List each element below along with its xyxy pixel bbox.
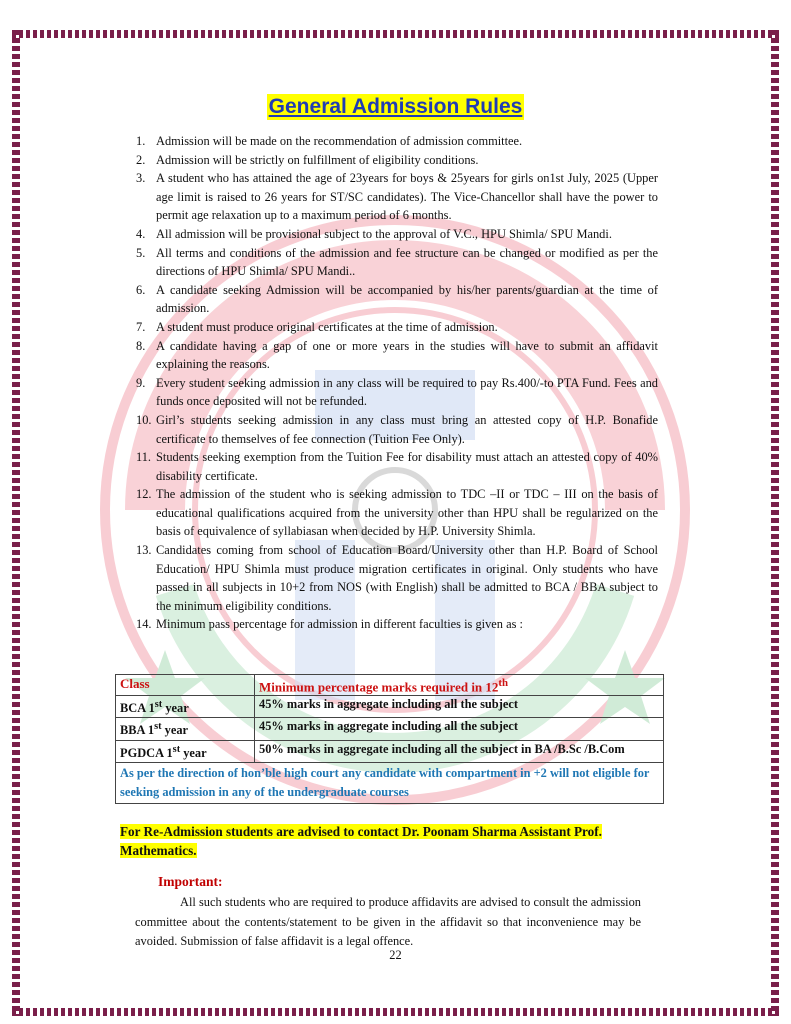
rule-number: 8. [136,338,146,353]
table-row [116,740,664,762]
header-marks-text: Minimum percentage marks required in 12 [259,679,499,695]
rule-text: The admission of the student who is seeking admission to TDC –II or TDC – III on the basis of educational qualifications acquired from the university other than HPU shall be regularized on the basis of equivalence of syllabiasan when decided by H.P. University Shimla. [156,487,658,539]
readmission-text: For Re-Admission students are advised to contact Dr. Poonam Sharma Assistant Prof. Mathematics. [120,824,602,858]
rule-text: All terms and conditions of the admission and fee structure can be changed or modified as per the directions of HPU Shimla/ SPU Mandi.. [156,245,658,279]
rule-item [138,485,658,541]
minimum-marks-table [115,674,664,804]
rule-number: 4. [136,226,146,241]
rule-text: Admission will be made on the recommendation of admission committee. [156,134,523,148]
rule-item [138,132,658,151]
readmission-notice [120,822,680,860]
class-sup: st [172,743,181,755]
rule-text: Girl’s students seeking admission in any class must bring an attested copy of H.P. Bonafide certificate to themselves of fee connection (Tuition Fee Only). [156,412,658,446]
class-sup: st [154,721,162,733]
class-class: BCA 1 [120,701,155,716]
table-row [116,718,664,740]
rule-item [138,244,658,281]
class-class: BBA 1 [120,723,155,738]
class-class-suffix: year [161,723,189,738]
page-border-bottom [12,1008,779,1016]
rule-text: A candidate seeking Admission will be accompanied by his/her parents/guardian at the time of admission. [156,282,658,316]
important-label: Important: [158,874,223,889]
rule-text: A student must produce original certificates at the time of admission. [156,319,498,334]
page-border-top [12,30,779,38]
rule-item [138,169,658,225]
class-class: PGDCA 1 [120,745,173,760]
rule-text: A candidate having a gap of one or more years in the studies will have to submit an affidavit explaining the reasons. [156,338,658,372]
table-note: As per the direction of hon’ble high court any candidate with compartment in +2 will not eligible for seeking admission in any of the undergraduate courses [116,762,664,803]
rule-number: 5. [136,245,146,260]
rule-number: 9. [136,375,146,390]
rule-number: 10. [136,412,152,427]
class-class-suffix: year [162,701,189,716]
table-row [116,696,664,718]
header-marks-sup: th [498,677,509,689]
rule-item [138,281,658,318]
rule-item [138,615,658,634]
important-text: All such students who are required to produce affidavits are advised to consult the admission committee about the contents/statement to be given in the affidavit so that inconvenience may be avoided. Submission of false affidavit is a legal offence. [135,895,641,948]
rule-text: Students seeking exemption from the Tuition Fee for disability must attach an attested copy of 40% disability certificate. [156,450,658,483]
class-cell [116,740,255,762]
rule-number: 7. [136,319,146,334]
class-sup: st [154,699,163,711]
class-cell [116,696,255,718]
rule-item [138,541,658,615]
rule-item [138,151,658,170]
rule-text: All admission will be provisional subject to the approval of V.C., HPU Shimla/ SPU Mandi. [156,226,612,241]
rule-text: Minimum pass percentage for admission in different faculties is given as : [156,617,523,632]
rule-number: 1. [136,134,146,148]
header-marks [255,675,664,696]
header-class: Class [116,675,255,696]
rule-item [138,374,658,411]
page-border-left [12,30,20,1016]
class-cell [116,718,255,740]
page-title: General Admission Rules [268,95,523,118]
rule-item [138,318,658,337]
marks-cell: 45% marks in aggregate including all the subject [255,718,664,740]
rule-number: 13. [136,543,152,558]
admission-rules-list [138,132,658,634]
rule-number: 11. [136,450,152,465]
table-header-row [116,675,664,696]
page-border-right [771,30,779,1016]
rule-text: Admission will be strictly on fulfillment of eligibility conditions. [156,152,479,167]
rule-number: 2. [136,152,146,167]
rule-item [138,225,658,244]
rule-text: A student who has attained the age of 23years for boys & 25years for girls on1st July, 2025 (Upper age limit is raised to 26 years for ST/SC candidates). The Vice-Chancellor shall have the power to permit age relaxation up to a maximum period of 6 months. [156,171,658,223]
marks-cell: 50% marks in aggregate including all the subject in BA /B.Sc /B.Com [255,740,664,762]
page-number: 22 [389,948,402,962]
class-class-suffix: year [180,745,207,760]
rule-number: 3. [136,171,146,186]
rule-item [138,448,658,485]
rule-text: Every student seeking admission in any class will be required to pay Rs.400/-to PTA Fund. Fees and funds once deposited will not be refunded. [156,375,658,409]
rule-number: 14. [136,617,152,632]
rule-text: Candidates coming from school of Education Board/University other than H.P. Board of School Education/ HPU Shimla must produce migration certificates in original. Only students who have passed in all subjects in 10+2 from NOS (with English) shall be admitted to BCA / BBA subject to the minimum eligibility conditions. [156,543,658,613]
rule-item [138,337,658,374]
rule-number: 12. [136,487,152,502]
marks-cell: 45% marks in aggregate including all the subject [255,696,664,718]
table-body [116,696,664,762]
rule-number: 6. [136,282,146,297]
table-note-row [116,762,664,803]
rule-item [138,411,658,448]
